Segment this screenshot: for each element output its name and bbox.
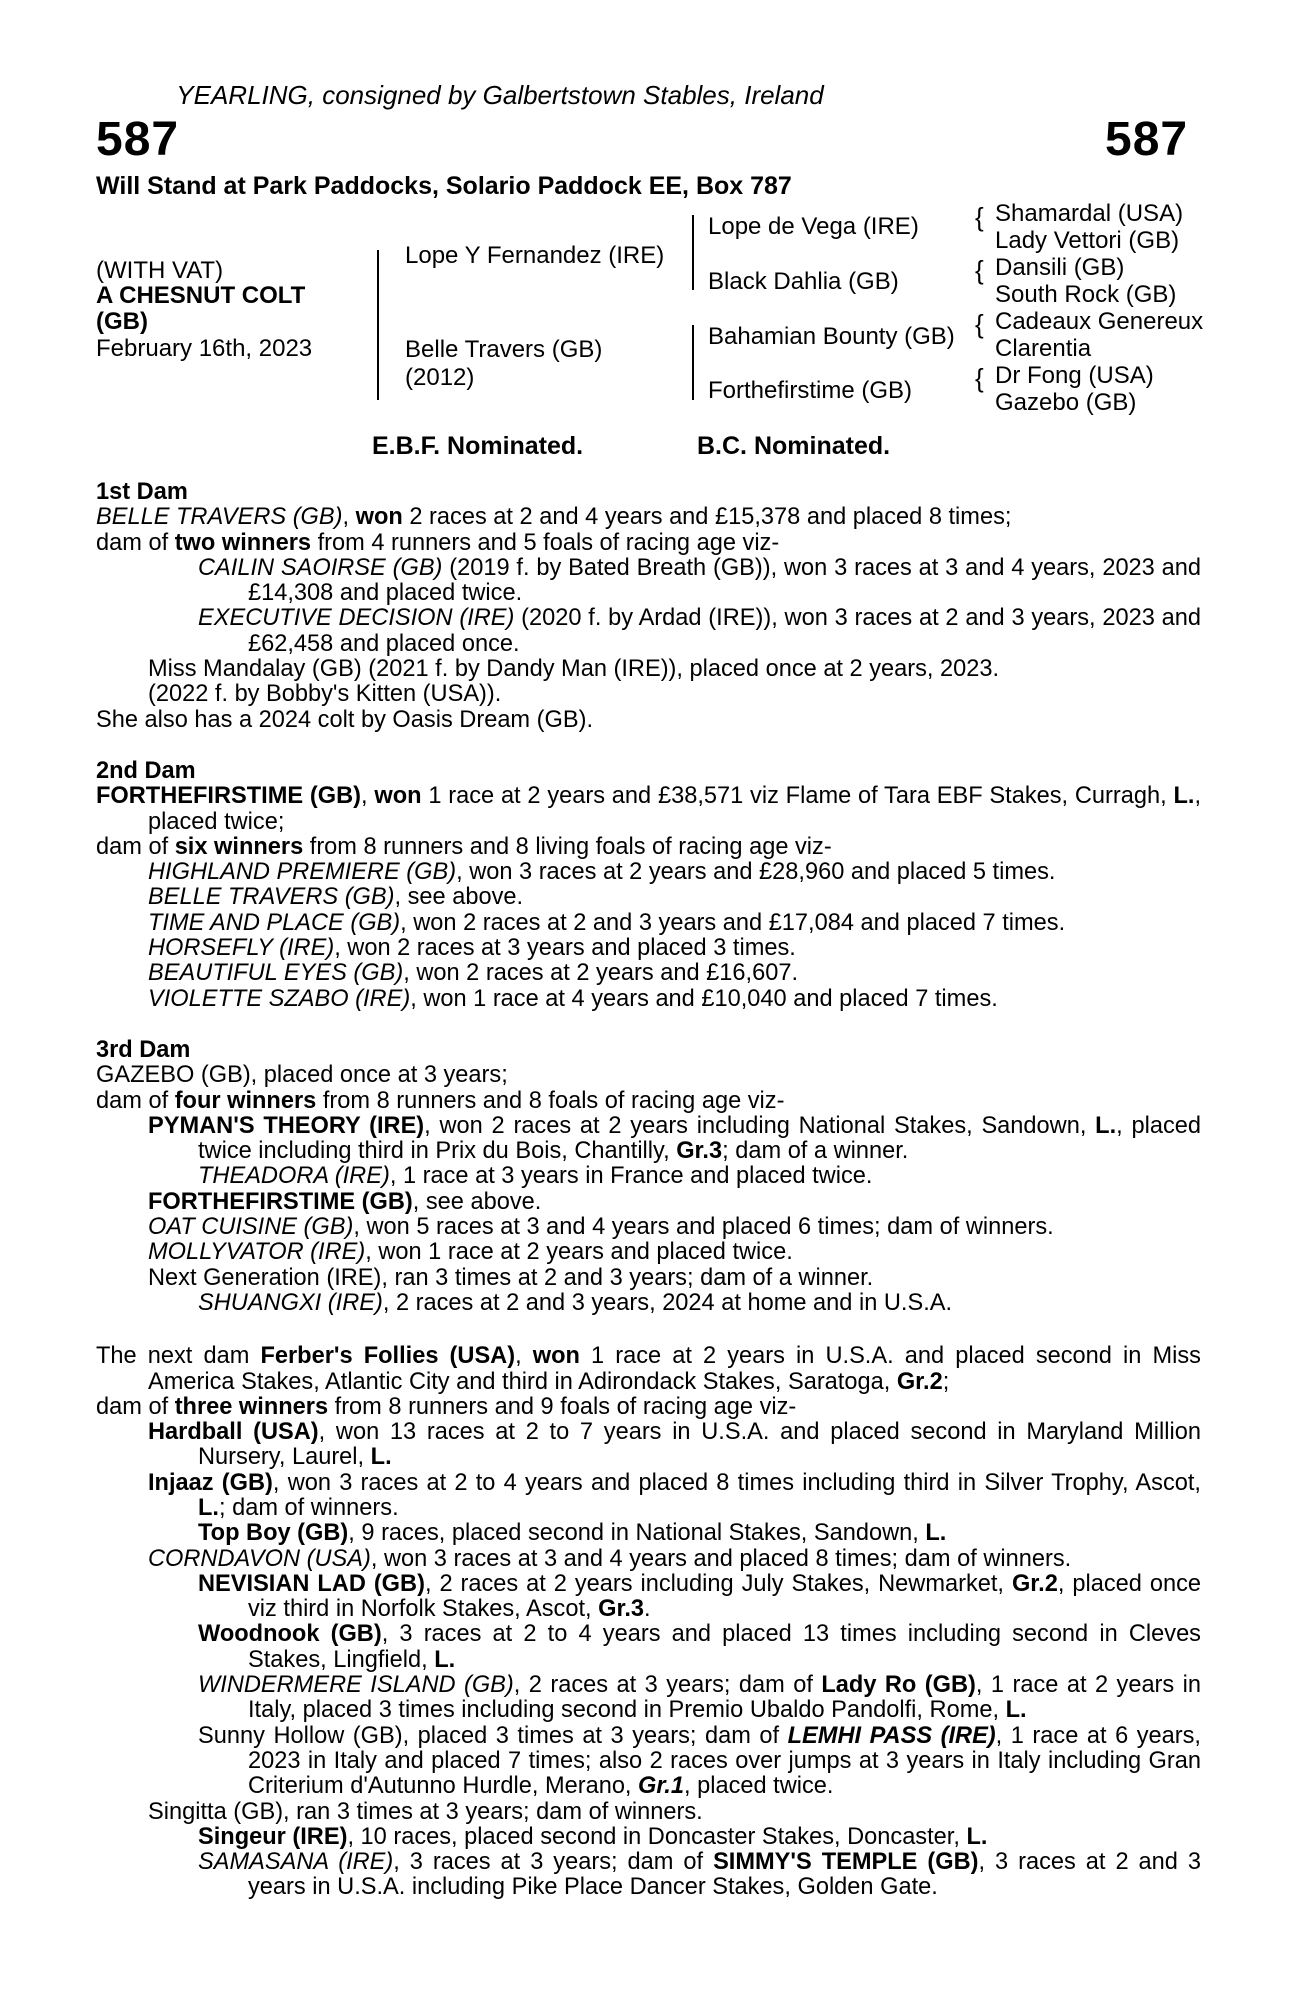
gen3-brace-3: {: [975, 309, 984, 339]
produce-entry: Injaaz (GB), won 3 races at 2 to 4 years and placed 8 times including third in Silver Trophy, Ascot, L.; dam of winners.: [148, 1469, 1201, 1521]
catalogue-body: [96, 480, 1201, 1901]
pedigree-dam-sire: Bahamian Bounty (GB): [708, 323, 955, 350]
pedigree-sds: Dansili (GB): [995, 254, 1125, 281]
pedigree-dam-dam: Forthefirstime (GB): [708, 377, 913, 404]
grandproduce-entry: WINDERMERE ISLAND (GB), 2 races at 3 years; dam of Lady Ro (GB), 1 race at 2 years in Italy, placed 3 times including second in Premio Ubaldo Pandolfi, Rome, L.: [198, 1672, 1202, 1724]
produce-entry: BELLE TRAVERS (GB), see above.: [148, 884, 524, 911]
grandproduce-entry: THEADORA (IRE), 1 race at 3 years in France and placed twice.: [198, 1163, 873, 1190]
dam-record: GAZEBO (GB), placed once at 3 years;: [96, 1062, 508, 1089]
produce-entry: Singitta (GB), ran 3 times at 3 years; dam of winners.: [148, 1798, 703, 1825]
gen3-brace-1: {: [975, 202, 984, 232]
produce-summary: dam of three winners from 8 runners and 9 foals of racing age viz-: [96, 1393, 797, 1420]
produce-entry: PYMAN'S THEORY (IRE), won 2 races at 2 years including National Stakes, Sandown, L., placed twice including third in Prix du Bois, Chantilly, Gr.3; dam of a winner.: [148, 1112, 1201, 1165]
grandproduce-entry: SAMASANA (IRE), 3 races at 3 years; dam of SIMMY'S TEMPLE (GB), 3 races at 2 and 3 years in U.S.A. including Pike Place Dancer Stakes, Golden Gate.: [198, 1849, 1202, 1901]
pedigree-sire-dam: Black Dahlia (GB): [708, 268, 899, 295]
produce-entry: Hardball (USA), won 13 races at 2 to 7 years in U.S.A. and placed second in Maryland Million Nursery, Laurel, L.: [148, 1419, 1201, 1471]
produce-entry: VIOLETTE SZABO (IRE), won 1 race at 4 years and £10,040 and placed 7 times.: [148, 985, 998, 1012]
produce-entry: TIME AND PLACE (GB), won 2 races at 2 and 3 years and £17,084 and placed 7 times.: [148, 909, 1066, 936]
pedigree-sire: Lope Y Fernandez (IRE): [405, 242, 665, 269]
produce-summary: dam of six winners from 8 runners and 8 living foals of racing age viz-: [96, 833, 832, 860]
produce-entry: EXECUTIVE DECISION (IRE) (2020 f. by Ardad (IRE)), won 3 races at 2 and 3 years, 2023 and £62,458 and placed once.: [198, 605, 1202, 657]
gen3-brace-2: {: [975, 255, 984, 285]
dam-record: FORTHEFIRSTIME (GB), won 1 race at 2 years and £38,571 viz Flame of Tara EBF Stakes, Curragh, L., placed twice;: [96, 783, 1202, 835]
grandproduce-entry: SHUANGXI (IRE), 2 races at 2 and 3 years, 2024 at home and in U.S.A.: [198, 1289, 953, 1316]
pedigree-dsd: Clarentia: [995, 335, 1092, 362]
pedigree-sss: Shamardal (USA): [995, 200, 1184, 227]
section-heading: 2nd Dam: [96, 757, 196, 784]
pedigree-dds: Dr Fong (USA): [995, 362, 1154, 389]
pedigree-ssd: Lady Vettori (GB): [995, 227, 1180, 254]
pedigree-dam: Belle Travers (GB): [405, 336, 603, 363]
produce-entry: BEAUTIFUL EYES (GB), won 2 races at 2 years and £16,607.: [148, 960, 799, 987]
gen3-brace-4: {: [975, 363, 984, 393]
stable-location: Will Stand at Park Paddocks, Solario Paddock EE, Box 787: [96, 172, 792, 200]
produce-entry: Next Generation (IRE), ran 3 times at 2 and 3 years; dam of a winner.: [148, 1264, 874, 1291]
produce-entry: MOLLYVATOR (IRE), won 1 race at 2 years and placed twice.: [148, 1239, 793, 1266]
grandproduce-entry: Woodnook (GB), 3 races at 2 to 4 years and placed 13 times including second in Cleves Stakes, Lingfield, L.: [198, 1621, 1201, 1673]
produce-entry: CAILIN SAOIRSE (GB) (2019 f. by Bated Breath (GB)), won 3 races at 3 and 4 years, 2023 and £14,308 and placed twice.: [198, 554, 1202, 607]
produce-entry: FORTHEFIRSTIME (GB), see above.: [148, 1188, 542, 1215]
pedigree-sdd: South Rock (GB): [995, 281, 1177, 308]
pedigree-ddd: Gazebo (GB): [995, 389, 1137, 416]
produce-note: She also has a 2024 colt by Oasis Dream (GB).: [96, 706, 594, 733]
pedigree-dam-year: (2012): [405, 364, 475, 391]
vat-label: (WITH VAT): [96, 257, 224, 284]
dam-record: BELLE TRAVERS (GB), won 2 races at 2 and 4 years and £15,378 and placed 8 times;: [96, 504, 1012, 531]
produce-entry: (2022 f. by Bobby's Kitten (USA)).: [148, 681, 502, 708]
produce-summary: dam of four winners from 8 runners and 8 foals of racing age viz-: [96, 1087, 785, 1114]
section-heading: 1st Dam: [96, 479, 188, 505]
section-heading: 3rd Dam: [96, 1036, 191, 1063]
produce-entry: HORSEFLY (IRE), won 2 races at 3 years and placed 3 times.: [148, 935, 796, 962]
produce-summary: dam of two winners from 4 runners and 5 foals of racing age viz-: [96, 529, 780, 556]
pedigree-brace-dam: [692, 325, 694, 400]
pedigree-sire-sire: Lope de Vega (IRE): [708, 213, 919, 240]
first-dam-section: [96, 480, 1201, 733]
consignor-line: YEARLING, consigned by Galbertstown Stables, Ireland: [176, 80, 824, 110]
horse-name: A CHESNUT COLT: [96, 282, 306, 309]
grandproduce-entry: NEVISIAN LAD (GB), 2 races at 2 years including July Stakes, Newmarket, Gr.2, placed once viz third in Norfolk Stakes, Ascot, Gr.3.: [198, 1570, 1202, 1623]
produce-entry: Miss Mandalay (GB) (2021 f. by Dandy Man (IRE)), placed once at 2 years, 2023.: [148, 656, 1000, 683]
bc-nomination: B.C. Nominated.: [697, 432, 891, 460]
pedigree-brace-gen1: [377, 250, 379, 400]
second-dam-section: [96, 759, 1201, 1012]
grandproduce-entry: Singeur (IRE), 10 races, placed second in Doncaster Stakes, Doncaster, L.: [198, 1823, 988, 1850]
foaling-date: February 16th, 2023: [96, 335, 313, 362]
lot-number-right: 587: [1105, 113, 1189, 166]
third-dam-section: [96, 1038, 1201, 1316]
produce-entry: HIGHLAND PREMIERE (GB), won 3 races at 2 years and £28,960 and placed 5 times.: [148, 859, 1056, 886]
grandproduce-entry: Sunny Hollow (GB), placed 3 times at 3 years; dam of LEMHI PASS (IRE), 1 race at 6 years, 2023 in Italy and placed 7 times; also 2 races over jumps at 3 years in Italy including Gran Criterium d'Autunno Hurdle, Merano, Gr.1, placed twice.: [198, 1722, 1201, 1800]
dam-record: The next dam Ferber's Follies (USA), won 1 race at 2 years in U.S.A. and placed second in Miss America Stakes, Atlantic City and third in Adirondack Stakes, Saratoga, Gr.2;: [96, 1343, 1201, 1395]
lot-number-left: 587: [96, 113, 180, 166]
next-dam-section: [96, 1344, 1201, 1901]
ebf-nomination: E.B.F. Nominated.: [372, 432, 584, 460]
produce-entry: OAT CUISINE (GB), won 5 races at 3 and 4 years and placed 6 times; dam of winners.: [148, 1214, 1054, 1241]
pedigree-brace-sire: [692, 215, 694, 290]
grandproduce-entry: Top Boy (GB), 9 races, placed second in National Stakes, Sandown, L.: [198, 1520, 947, 1547]
horse-country: (GB): [96, 308, 148, 335]
pedigree-dss: Cadeaux Genereux: [995, 308, 1204, 335]
produce-entry: CORNDAVON (USA), won 3 races at 3 and 4 years and placed 8 times; dam of winners.: [148, 1545, 1072, 1572]
